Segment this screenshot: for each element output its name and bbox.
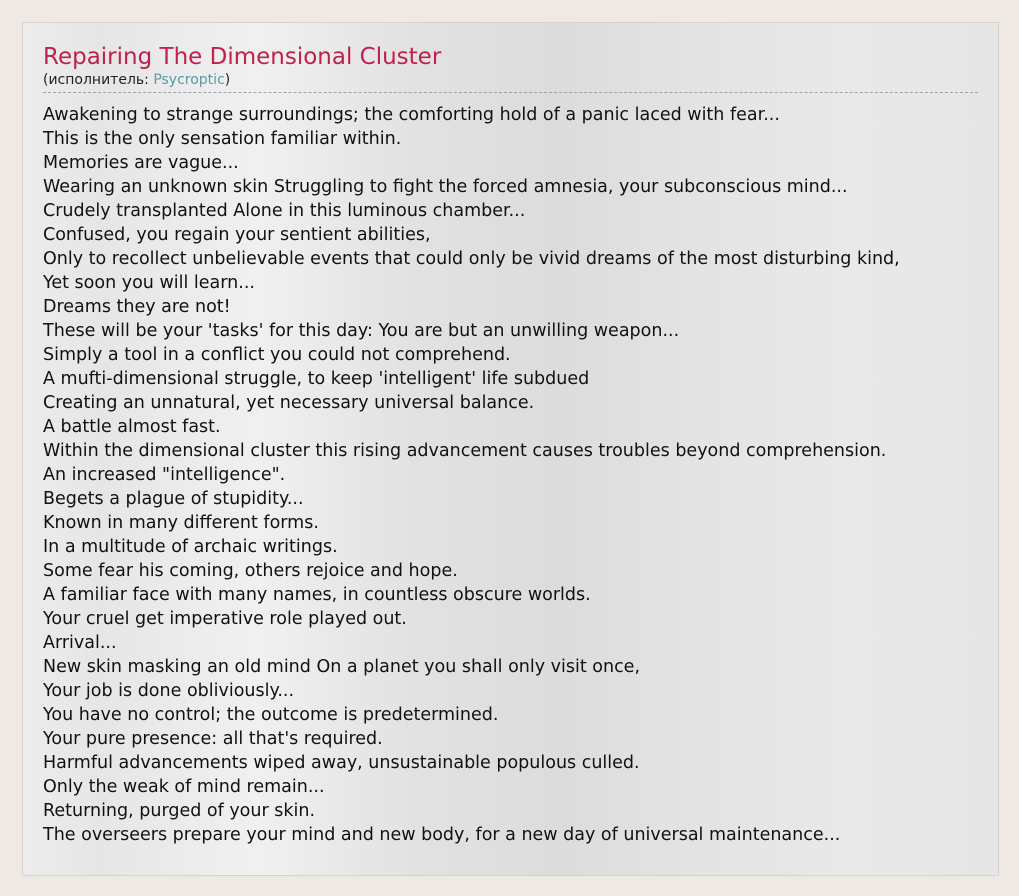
lyric-line: Harmful advancements wiped away, unsustainable populous culled. (43, 753, 640, 773)
lyric-line: The overseers prepare your mind and new body, for a new day of universal maintenance... (43, 825, 841, 845)
lyric-line: Some fear his coming, others rejoice and hope. (43, 561, 458, 581)
lyric-line: You have no control; the outcome is predetermined. (43, 705, 499, 725)
lyric-line: Begets a plague of stupidity... (43, 489, 304, 509)
lyric-line: Simply a tool in a conflict you could not comprehend. (43, 345, 511, 365)
lyric-line: Creating an unnatural, yet necessary universal balance. (43, 393, 535, 413)
lyric-line: Wearing an unknown skin Struggling to fight the forced amnesia, your subconscious mind... (43, 177, 848, 197)
lyrics-panel (22, 22, 999, 876)
lyric-line: Crudely transplanted Alone in this luminous chamber... (43, 201, 526, 221)
lyric-line: Your job is done obliviously... (43, 681, 295, 701)
lyric-line: These will be your 'tasks' for this day: You are but an unwilling weapon... (43, 321, 680, 341)
song-title: Repairing The Dimensional Cluster (43, 44, 442, 70)
lyric-line: Arrival... (43, 633, 117, 653)
lyric-line: Your cruel get imperative role played out. (43, 609, 407, 629)
lyric-line: Only to recollect unbelievable events that could only be vivid dreams of the most disturbing kind, (43, 249, 900, 269)
lyric-line: Memories are vague... (43, 153, 239, 173)
lyric-line: In a multitude of archaic writings. (43, 537, 338, 557)
artist-prefix: (исполнитель: (43, 72, 154, 88)
lyric-line: Yet soon you will learn... (43, 273, 255, 293)
artist-link[interactable]: Psycroptic (153, 72, 225, 88)
lyric-line: Known in many different forms. (43, 513, 319, 533)
lyric-line: Within the dimensional cluster this rising advancement causes troubles beyond comprehension. (43, 441, 887, 461)
artist-line (43, 71, 978, 93)
artist-suffix: ) (224, 72, 231, 88)
lyric-line: A battle almost fast. (43, 417, 221, 437)
lyric-line: Awakening to strange surroundings; the comforting hold of a panic laced with fear... (43, 105, 780, 125)
lyric-line: A mufti-dimensional struggle, to keep 'intelligent' life subdued (43, 369, 590, 389)
lyric-line: A familiar face with many names, in countless obscure worlds. (43, 585, 591, 605)
lyric-line: Returning, purged of your skin. (43, 801, 316, 821)
lyric-line: An increased "intelligence". (43, 465, 286, 485)
lyrics-content (43, 43, 978, 847)
lyrics-text (43, 103, 978, 847)
lyric-line: New skin masking an old mind On a planet you shall only visit once, (43, 657, 641, 677)
lyric-line: Dreams they are not! (43, 297, 231, 317)
lyric-line: Your pure presence: all that's required. (43, 729, 383, 749)
lyric-line: Only the weak of mind remain... (43, 777, 325, 797)
lyric-line: This is the only sensation familiar within. (43, 129, 402, 149)
lyric-line: Confused, you regain your sentient abilities, (43, 225, 431, 245)
